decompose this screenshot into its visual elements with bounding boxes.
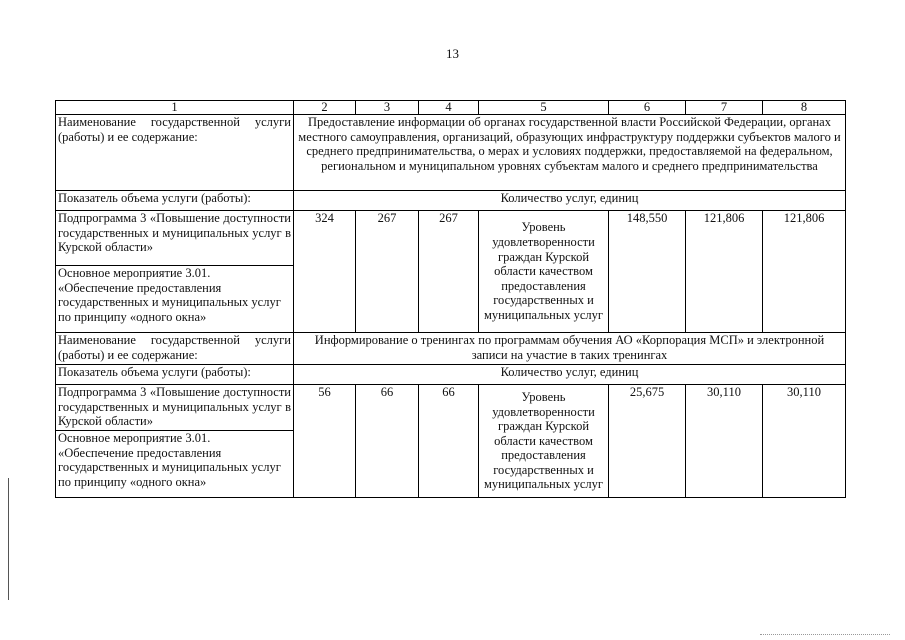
service-label: Наименование государственной услуги (работы) и ее содержание:: [56, 333, 294, 365]
value-col6: 148,550: [609, 211, 686, 333]
column-number-1: 1: [56, 101, 294, 115]
indicator-value: Количество услуг, единиц: [294, 365, 846, 385]
service-label: Наименование государственной услуги (работы) и ее содержание:: [56, 115, 294, 191]
value-col3: 267: [356, 211, 419, 333]
subprogram-cell: Подпрограмма 3 «Повышение доступности государственных и муниципальных услуг в Курской области»: [56, 211, 294, 266]
column-number-2: 2: [294, 101, 356, 115]
table-row: [56, 365, 846, 385]
value-col8: 30,110: [763, 385, 846, 498]
table-row: [56, 191, 846, 211]
services-table: [55, 100, 846, 498]
table-row: [56, 333, 846, 365]
main-activity-cell: Основное мероприятие 3.01. «Обеспечение предоставления государственных и муниципальных услуг по принципу «одного окна»: [56, 266, 294, 333]
column-number-3: 3: [356, 101, 419, 115]
value-col2: 324: [294, 211, 356, 333]
column-number-4: 4: [419, 101, 479, 115]
indicator-value: Количество услуг, единиц: [294, 191, 846, 211]
value-col8: 121,806: [763, 211, 846, 333]
indicator-label: Показатель объема услуги (работы):: [56, 365, 294, 385]
table-row: [56, 385, 846, 431]
page-number: 13: [446, 46, 459, 61]
value-col6: 25,675: [609, 385, 686, 498]
scan-artifact-dots: [760, 634, 890, 636]
column-number-5: 5: [479, 101, 609, 115]
quality-indicator-cell: Уровень удовлетворенности граждан Курской области качеством предоставления государственных и муниципальных услуг: [479, 211, 609, 333]
column-number-6: 6: [609, 101, 686, 115]
service-description: Информирование о тренингах по программам обучения АО «Корпорация МСП» и электронной записи на участие в таких тренингах: [294, 333, 846, 365]
value-col3: 66: [356, 385, 419, 498]
value-col4: 267: [419, 211, 479, 333]
value-col2: 56: [294, 385, 356, 498]
scan-artifact-line: [8, 478, 9, 600]
quality-indicator-cell: Уровень удовлетворенности граждан Курской области качеством предоставления государственных и муниципальных услуг: [479, 385, 609, 498]
table-header-row: [56, 101, 846, 115]
table-row: [56, 115, 846, 191]
subprogram-cell: Подпрограмма 3 «Повышение доступности государственных и муниципальных услуг в Курской области»: [56, 385, 294, 431]
value-col7: 121,806: [686, 211, 763, 333]
indicator-label: Показатель объема услуги (работы):: [56, 191, 294, 211]
main-activity-cell: Основное мероприятие 3.01. «Обеспечение предоставления государственных и муниципальных услуг по принципу «одного окна»: [56, 431, 294, 498]
value-col4: 66: [419, 385, 479, 498]
table-row: [56, 211, 846, 266]
column-number-8: 8: [763, 101, 846, 115]
value-col7: 30,110: [686, 385, 763, 498]
service-description: Предоставление информации об органах государственной власти Российской Федерации, органах местного самоуправления, организаций, образующих инфраструктуру поддержки субъектов малого и среднего предпринимательства, о мерах и условиях поддержки, предоставляемой на федеральном, региональном и муниципальном уровнях субъектам малого и среднего предпринимательства: [294, 115, 846, 191]
column-number-7: 7: [686, 101, 763, 115]
